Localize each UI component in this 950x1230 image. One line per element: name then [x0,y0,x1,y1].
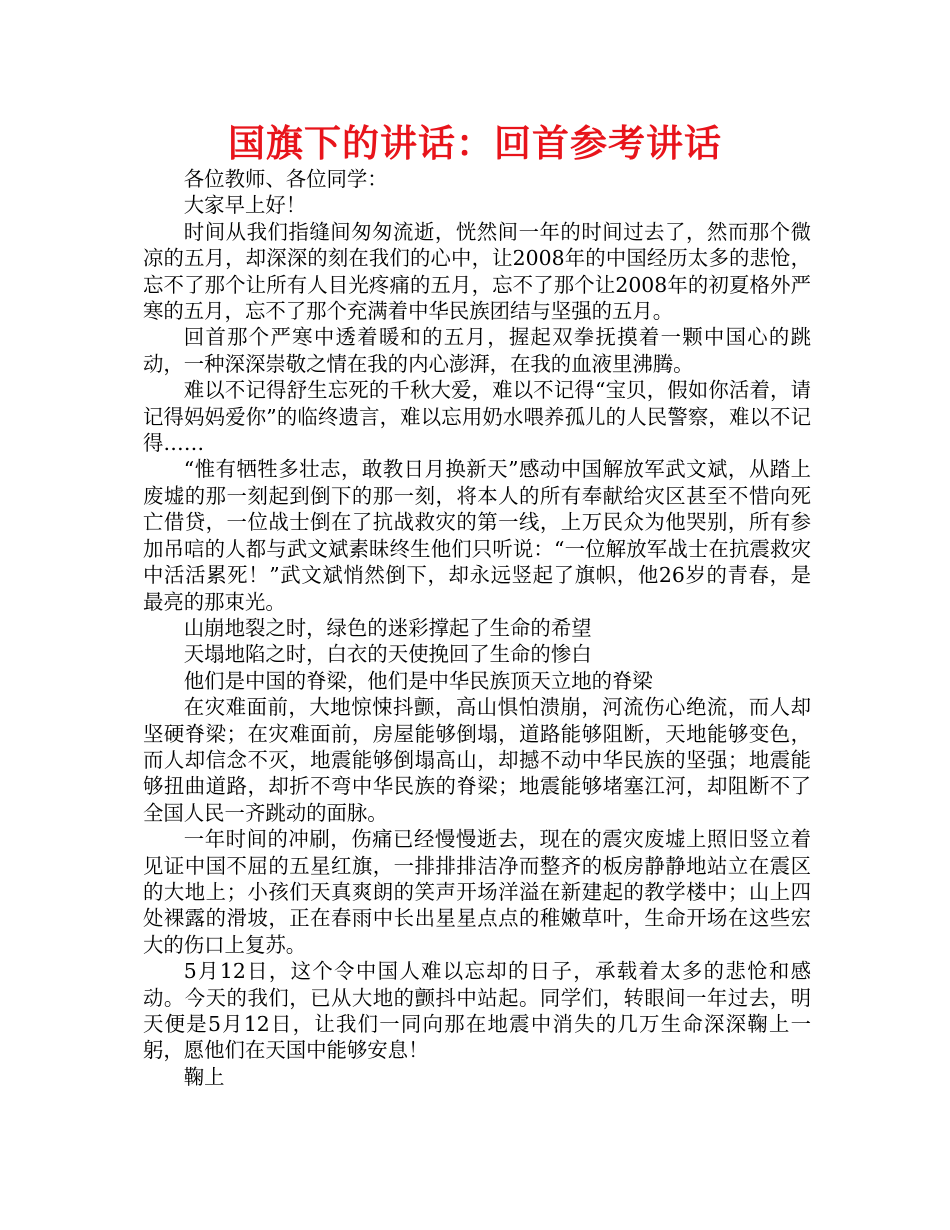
document-title: 国旗下的讲话：回首参考讲话 [228,122,722,165]
paragraph: 他们是中国的脊梁，他们是中华民族顶天立地的脊梁 [183,668,653,693]
paragraph: 一年时间的冲刷，伤痛已经慢慢逝去，现在的震灾废墟上照旧竖立着见证中国不屈的五星红旗，一排排排洁净而整齐的板房静静地站立在震区的大地上；小孩们天真爽朗的笑声开场洋溢在新建起的教学楼中；山上四处裸露的滑坡，正在春雨中长出星星点点的稚嫩草叶，生命开场在这些宏大的伤口上复苏。 [143,827,811,957]
paragraph: 山崩地裂之时，绿色的迷彩撑起了生命的希望 [183,615,592,640]
paragraph: 时间从我们指缝间匆匆流逝，恍然间一年的时间过去了，然而那个微凉的五月，却深深的刻在我们的心中，让2008年的中国经历太多的悲怆，忘不了那个让所有人目光疼痛的五月，忘不了那个让2008年的初夏格外严寒的五月，忘不了那个充满着中华民族团结与坚强的五月。 [143,219,811,324]
paragraph: 回首那个严寒中透着暖和的五月，握起双拳抚摸着一颗中国心的跳动，一种深深崇敬之情在我的内心澎湃，在我的血液里沸腾。 [143,325,811,376]
paragraph-salutation: 各位教师、各位同学： [183,167,388,191]
document-body [143,166,811,1090]
paragraph-closing: 鞠上 [183,1064,225,1089]
paragraph: “惟有牺牲多壮志，敢教日月换新天”感动中国解放军武文斌，从踏上废墟的那一刻起到倒下的那一刻，将本人的所有奉献给灾区甚至不惜向死亡借贷，一位战士倒在了抗战救灾的第一线，上万民众为他哭别，所有参加吊唁的人都与武文斌素昧终生他们只听说：“一位解放军战士在抗震救灾中活活累死！”武文斌悄然倒下，却永远竖起了旗帜，他26岁的青春，是最亮的那束光。 [143,457,811,614]
paragraph: 天塌地陷之时，白衣的天使挽回了生命的惨白 [183,642,592,667]
paragraph: 5月12日，这个令中国人难以忘却的日子，承载着太多的悲怆和感动。今天的我们，已从大地的颤抖中站起。同学们，转眼间一年过去，明天便是5月12日，让我们一同向那在地震中消失的几万生命深深鞠上一躬，愿他们在天国中能够安息！ [143,959,811,1063]
paragraph-greeting: 大家早上好！ [183,193,307,218]
paragraph: 在灾难面前，大地惊悚抖颤，高山惧怕溃崩，河流伤心绝流，而人却坚硬脊梁；在灾难面前，房屋能够倒塌，道路能够阻断，天地能够变色，而人却信念不灭，地震能够倒塌高山，却撼不动中华民族的坚强；地震能够扭曲道路，却折不弯中华民族的脊梁；地震能够堵塞江河，却阻断不了全国人民一齐跳动的面脉。 [143,695,811,825]
paragraph: 难以不记得舒生忘死的千秋大爱，难以不记得“宝贝，假如你活着，请记得妈妈爱你”的临终遗言，难以忘用奶水喂养孤儿的人民警察，难以不记得…… [143,378,811,456]
